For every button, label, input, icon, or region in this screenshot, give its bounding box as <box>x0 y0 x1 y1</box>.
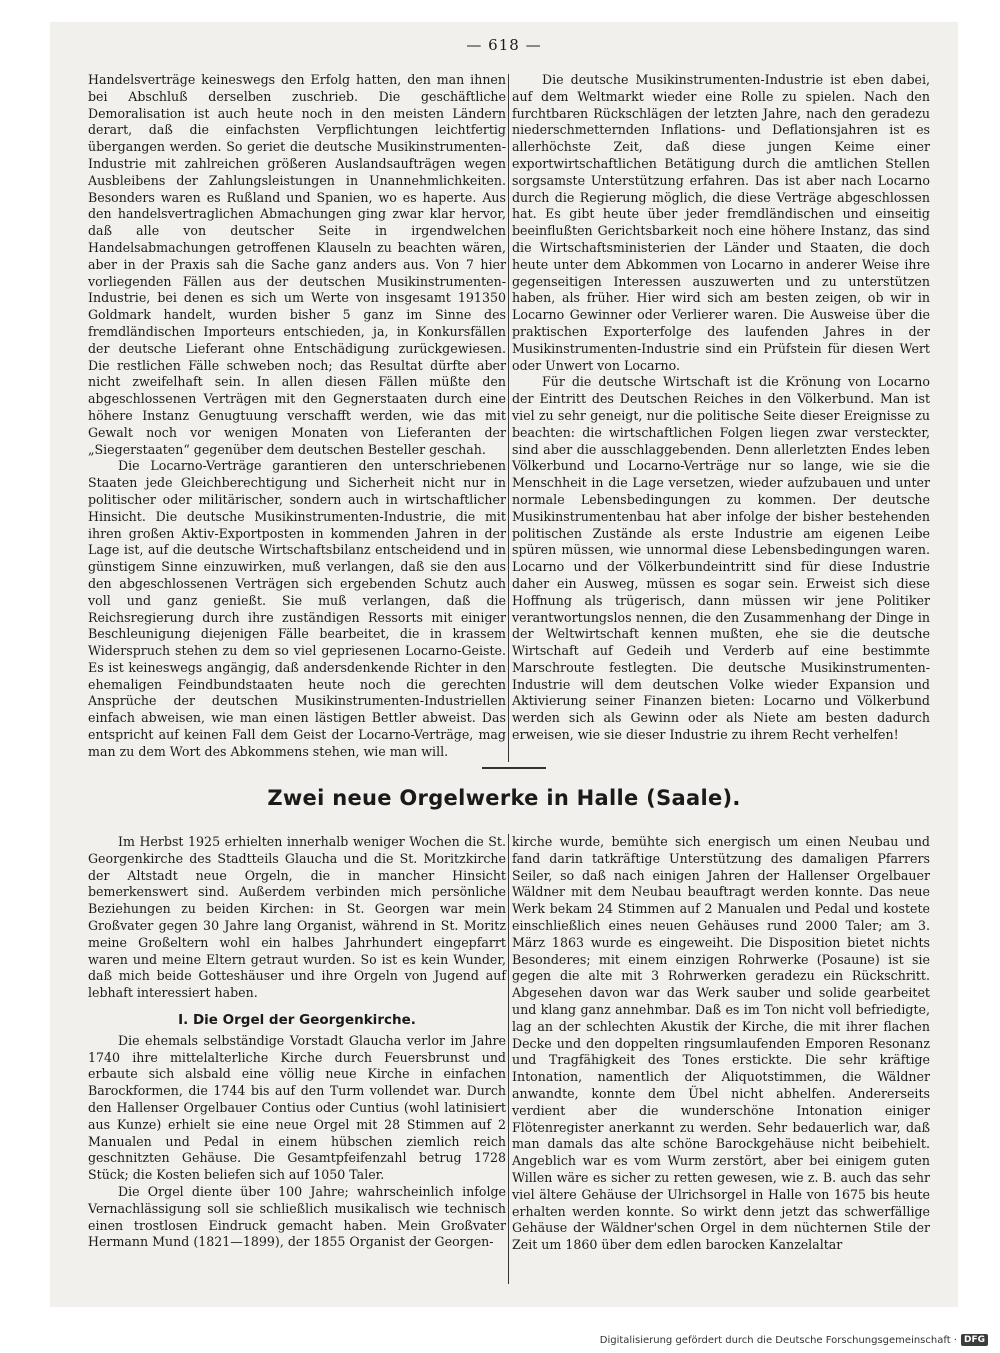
section-heading: I. Die Orgel der Georgenkirche. <box>178 1011 416 1028</box>
paragraph: kirche wurde, bemühte sich energisch um einen Neubau und fand darin tatkräftige Unterstützung des damaligen Pfarrers Seiler, so daß nach einigen Jahren der Hallenser Orgelbauer Wäldner mit dem Neubau beauftragt werden konnte. Das neue Werk bekam 24 Stimmen auf 2 Manualen und Pedal und kostete einschließlich eines neuen Gehäuses rund 2000 Taler; am 3. März 1863 wurde es eingeweiht. Die Disposition bietet nichts Besonderes; mit einem einzigen Rohrwerke (Posaune) ist sie gegen die alte mit 3 Rohrwerken geradezu ein Rückschritt. Abgesehen davon war das Werk sauber und solide gearbeitet und klang ganz annehmbar. Daß es im Ton nicht voll befriedigte, lag an der schlechten Akustik der Kirche, die mit ihrer flachen Decke und den doppelten ringsumlaufenden Emporen Resonanz und Tragfähigkeit des Tones erstickte. Die sehr kräftige Intonation, namentlich der Aliquotstimmen, die Wäldner anwandte, konnte dem Übel nicht abhelfen. Andererseits verdient aber die wunderschöne Intonation einiger Flötenregister anerkannt zu werden. Sehr bedauerlich war, daß man damals das alte schöne Barockgehäuse nicht beibehielt. Angeblich war es vom Wurm zerstört, aber bei einigem guten Willen wäre es sicher zu retten gewesen, wie z. B. auch das sehr viel ältere Gehäuse der Ulrichsorgel in Halle von 1675 bis heute erhalten werden konnte. So wirkt denn jetzt das schwerfällige Gehäuse der Wäldner'schen Orgel in dem nüchternen Stile der Zeit um 1860 über dem edlen barocken Kanzelaltar <box>512 834 930 1253</box>
paragraph: Für die deutsche Wirtschaft ist die Krönung von Locarno der Eintritt des Deutschen Reiches in den Völkerbund. Man ist viel zu sehr geneigt, nur die politische Seite dieser Ereignisse zu beachten: die wirtschaftlichen Folgen liegen zwar versteckter, sind aber die ausschlaggebenden. Denn allerletzten Endes leben Völkerbund und Locarno-Verträge nur so lange, wie sie die Menschheit in die Lage versetzen, wieder aufzubauen und unter normale Lebensbedingungen zu kommen. Der deutsche Musikinstrumentenbau hat aber infolge der bisher bestehenden politischen Zustände als erste Industrie am eigenen Leibe spüren müssen, wie unnormal diese Lebensbedingungen waren. Locarno und der Völkerbundeintritt sind für diese Industrie daher ein Ausweg, müssen es sogar sein. Erweist sich diese Hoffnung als trügerisch, dann müssen wir jene Politiker verantwortungslos nennen, die den Zusammenhang der Dinge in der Weltwirtschaft kennen mußten, ehe sie die deutsche Wirtschaft auf Gedeih und Verderb auf eine bestimmte Marschroute festlegten. Die deutsche Musikinstrumenten-Industrie will dem deutschen Volke wieder Expansion und Aktivierung seiner Finanzen bieten: Locarno und Völkerbund werden sich als Gewinn oder als Niete am besten dadurch erweisen, wie sie dieser Industrie zu ihrem Recht verhelfen! <box>512 374 930 743</box>
column-divider <box>508 74 509 762</box>
paragraph: Die Orgel diente über 100 Jahre; wahrscheinlich infolge Vernachlässigung soll sie schließlich musikalisch wie technisch einen trostlosen Eindruck gemacht haben. Mein Großvater Hermann Mund (1821—1899), der 1855 Organist der Georgen- <box>88 1183 506 1250</box>
credit-text: Digitalisierung gefördert durch die Deutsche Forschungsgemeinschaft · <box>599 1334 957 1346</box>
digitization-credit <box>600 1334 988 1346</box>
scanned-page <box>50 22 958 1307</box>
column-divider <box>508 834 509 1284</box>
section-divider <box>482 767 546 769</box>
page-number: — 618 — <box>466 36 542 54</box>
dfg-logo: DFG <box>961 1334 988 1346</box>
upper-column-right <box>512 72 930 744</box>
paragraph: Die Locarno-Verträge garantieren den unterschriebenen Staaten jede Gleichberechtigung und Sicherheit nicht nur in politischer oder militärischer, sondern auch in wirtschaftlicher Hinsicht. Die deutsche Musikinstrumenten-Industrie, die mit ihren großen Aktiv-Exportposten in kommenden Jahren in der Lage ist, auf die deutsche Wirtschaftsbilanz entscheidend und in günstigem Sinne einzuwirken, muß verlangen, daß sie den aus den abgeschlossenen Verträgen sich ergebenden Schutz auch voll und ganz genießt. Sie muß verlangen, daß die Reichsregierung durch ihre zuständigen Ressorts mit einiger Beschleunigung diejenigen Fälle bearbeitet, die in krassem Widerspruch stehen zu dem so viel gepriesenen Locarno-Geiste. Es ist keineswegs angängig, daß andersdenkende Richter in den ehemaligen Feindbundstaaten heute noch die gerechten Ansprüche der deutschen Musikinstrumenten-Industriellen einfach abweisen, wie man einen lästigen Bettler abweist. Das entspricht auf keinen Fall dem Geist der Locarno-Verträge, mag man zu dem Wort des Abkommens stehen, wie man will. <box>88 458 506 759</box>
paragraph: Handelsverträge keineswegs den Erfolg hatten, den man ihnen bei Abschluß derselben zuschrieb. Die geschäftliche Demoralisation ist auch heute noch in den meisten Ländern derart, daß die einfachsten Verpflichtungen leichtfertig übergangen werden. So geriet die deutsche Musikinstrumenten-Industrie mit zahlreichen größeren Auslandsaufträgen wegen Ausbleibens der Zahlungsleistungen in Unannehmlichkeiten. Besonders waren es Rußland und Spanien, wo es haperte. Aus den handelsvertraglichen Abmachungen ging zwar klar hervor, daß alle von deutscher Seite in irgendwelchen Handelsabmachungen getroffenen Klauseln zu beachten wären, aber in der Praxis sah die Sache ganz anders aus. Von 7 hier vorliegenden Fällen aus der deutschen Musikinstrumenten-Industrie, bei denen es sich um Werte von insgesamt 191350 Goldmark handelt, wurden bisher 5 ganz im Sinne des fremdländischen Importeurs entschieden, ja, in Konkursfällen der deutsche Lieferant ohne Entschädigung zurückgewiesen. Die restlichen Fälle schweben noch; das Resultat dürfte aber nicht zweifelhaft sein. In allen diesen Fällen müßte den abgeschlossenen Verträgen mit den Gegnerstaaten durch eine höhere Instanz Genugtuung verschafft werden, wie das mit Gewalt noch vor wenigen Monaten von Lieferanten der „Siegerstaaten“ gegenüber dem deutschen Besteller geschah. <box>88 72 506 457</box>
article-title: Zwei neue Orgelwerke in Halle (Saale). <box>267 786 741 810</box>
paragraph: Im Herbst 1925 erhielten innerhalb weniger Wochen die St. Georgenkirche des Stadtteils Glaucha und die St. Moritzkirche der Altstadt neue Orgeln, die in mancher Hinsicht bemerkenswert sind. Außerdem verbinden mich persönliche Beziehungen zu beiden Kirchen: in St. Georgen war mein Großvater gegen 30 Jahre lang Organist, während in St. Moritz meine Großeltern wohl ein halbes Jahrhundert eingepfarrt waren und meine Eltern getraut wurden. So ist es kein Wunder, daß mich beide Gotteshäuser und ihre Orgeln von Jugend auf lebhaft interessiert haben. <box>88 834 506 1001</box>
upper-column-left <box>88 72 506 761</box>
paragraph: Die deutsche Musikinstrumenten-Industrie ist eben dabei, auf dem Weltmarkt wieder eine Rolle zu spielen. Nach den furchtbaren Rückschlägen der letzten Jahre, nach den geradezu niederschmetternden Inflations- und Deflationsjahren ist es allerhöchste Zeit, daß diese jungen Keime einer exportwirtschaftlichen Betätigung durch die amtlichen Stellen sorgsamste Unterstützung erfahren. Das ist aber nach Locarno durch die Regierung möglich, die diese Verträge abgeschlossen hat. Es gibt heute über jeder fremdländischen und einseitig beeinflußten Gerichtsbarkeit noch eine höhere Instanz, das sind die Wirtschaftsministerien der Länder und Staaten, die doch heute unter dem Abkommen von Locarno in anderer Weise ihre gegenseitigen Interessen auszuwerten und zu unterstützen haben, als früher. Hier wird sich am besten zeigen, ob wir in Locarno Gewinner oder Verlierer waren. Die Ausweise über die praktischen Exporterfolge des laufenden Jahres in der Musikinstrumenten-Industrie sind ein Prüfstein für diesen Wert oder Unwert von Locarno. <box>512 72 930 373</box>
article-column-right <box>512 834 930 1254</box>
paragraph: Die ehemals selbständige Vorstadt Glaucha verlor im Jahre 1740 ihre mittelalterliche Kirche durch Feuersbrunst und erbaute sich alsbald eine völlig neue Kirche in einfachen Barockformen, die 1744 bis auf den Turm vollendet war. Durch den Hallenser Orgelbauer Contius oder Cuntius (wohl latinisiert aus Kunze) erhielt sie eine neue Orgel mit 28 Stimmen auf 2 Manualen und Pedal in einem hübschen ziemlich reich geschnitzten Gehäuse. Die Gesamtpfeifenzahl betrug 1728 Stück; die Kosten beliefen sich auf 1050 Taler. <box>88 1032 506 1183</box>
article-column-left <box>88 834 506 1251</box>
